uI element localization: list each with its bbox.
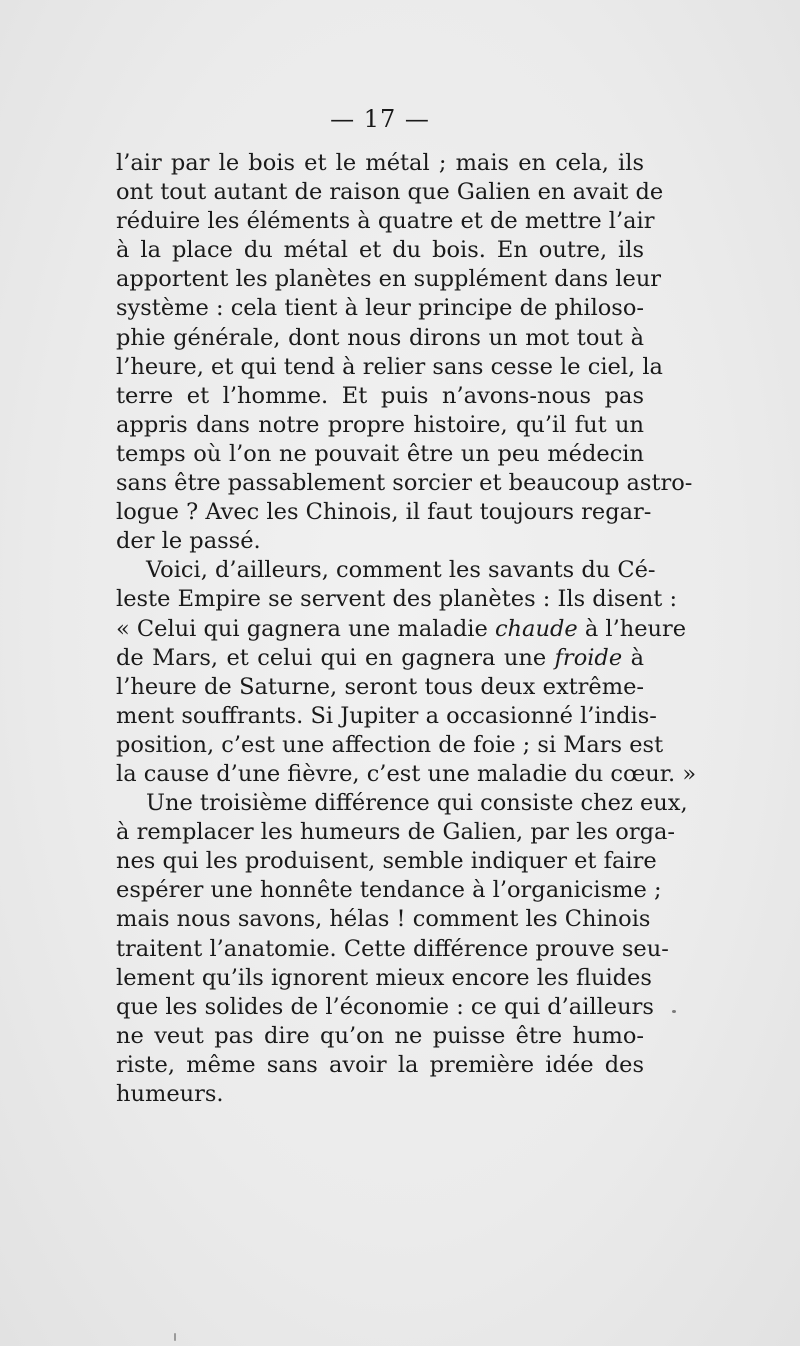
text-run: à l’heure	[577, 615, 687, 642]
paragraph-end-line: der le passé.	[116, 528, 261, 555]
text-line: espérer une honnête tendance à l’organicisme ;	[116, 877, 662, 904]
text-line: ne veut pas dire qu’on ne puisse être humo-	[116, 1022, 644, 1049]
text-line: terre et l’homme. Et puis n’avons-nous pas	[116, 382, 644, 409]
text-line: riste, même sans avoir la première idée des	[116, 1051, 644, 1078]
text-line: leste Empire se servent des planètes : Ils disent :	[116, 586, 678, 613]
text-line: phie générale, dont nous dirons un mot tout à	[116, 324, 644, 351]
italic-word: chaude	[494, 615, 578, 642]
text-line: apportent les planètes en supplément dans leur	[116, 266, 662, 293]
italic-word: froide	[554, 644, 623, 671]
body-text	[116, 149, 697, 1109]
text-line: ment souffrants. Si Jupiter a occasionné l’indis-	[116, 702, 657, 729]
text-line: temps où l’on ne pouvait être un peu médecin	[116, 440, 644, 467]
text-line-with-italic	[116, 615, 687, 644]
text-line: traitent l’anatomie. Cette différence prouve seu-	[116, 935, 669, 962]
text-line: à la place du métal et du bois. En outre, ils	[116, 237, 644, 264]
text-line: logue ? Avec les Chinois, il faut toujours regar-	[116, 499, 652, 526]
text-line: que les solides de l’économie : ce qui d’ailleurs	[116, 993, 654, 1020]
text-line: sans être passablement sorcier et beaucoup astro-	[116, 470, 693, 497]
paper-speck	[672, 1010, 676, 1013]
text-run: à	[622, 644, 644, 671]
text-run: de Mars, et celui qui en gagnera une	[116, 644, 555, 671]
text-line: l’heure, et qui tend à relier sans cesse le ciel, la	[116, 353, 663, 380]
text-line: ont tout autant de raison que Galien en avait de	[116, 179, 664, 206]
text-line: réduire les éléments à quatre et de mettre l’air	[116, 208, 655, 235]
text-line: mais nous savons, hélas ! comment les Chinois	[116, 906, 651, 933]
paper-speck	[174, 1333, 176, 1341]
text-run: « Celui qui gagnera une maladie	[116, 615, 495, 642]
paragraph-end-line: humeurs.	[116, 1081, 224, 1107]
page-number: — 17 —	[330, 105, 430, 133]
text-line: nes qui les produisent, semble indiquer et faire	[116, 848, 657, 875]
text-line: l’heure de Saturne, seront tous deux extrême-	[116, 673, 644, 700]
text-line: à remplacer les humeurs de Galien, par les orga-	[116, 819, 676, 846]
text-line: système : cela tient à leur principe de philoso-	[116, 295, 645, 322]
text-line-with-italic	[116, 644, 644, 673]
text-line: l’air par le bois et le métal ; mais en cela, ils	[116, 150, 644, 176]
paragraph-end-line: la cause d’une fièvre, c’est une maladie du cœur. »	[116, 760, 697, 787]
text-line: position, c’est une affection de foie ; si Mars est	[116, 731, 664, 758]
text-line: appris dans notre propre histoire, qu’il fut un	[116, 411, 644, 438]
paragraph-start-line: Une troisième différence qui consiste chez eux,	[146, 790, 688, 817]
text-line: lement qu’ils ignorent mieux encore les fluides	[116, 964, 652, 991]
paragraph-start-line: Voici, d’ailleurs, comment les savants du Cé-	[146, 557, 656, 584]
